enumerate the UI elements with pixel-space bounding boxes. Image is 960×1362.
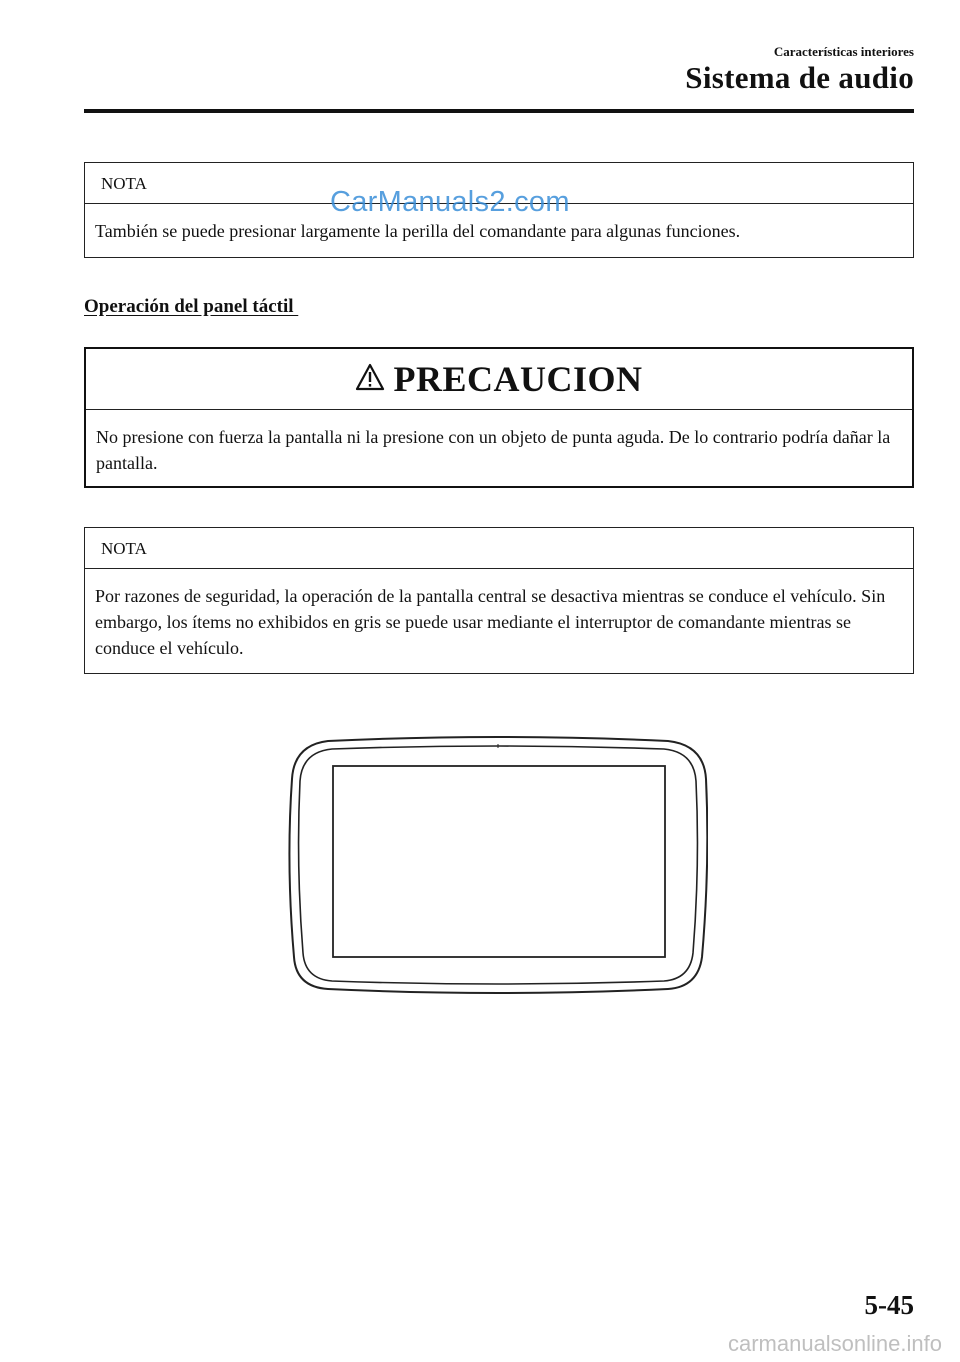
caution-title: PRECAUCION <box>393 359 643 399</box>
page-number: 5-45 <box>864 1290 914 1320</box>
caution-header <box>86 349 912 410</box>
section-heading: Operación del panel táctil <box>84 296 299 317</box>
note-label: NOTA <box>85 163 913 204</box>
caution-text: No presione con fuerza la pantalla ni la presione con un objeto de punta aguda. De lo contrario podría dañar la pantalla. <box>96 427 891 473</box>
note-box-2 <box>84 527 914 674</box>
page-title: Sistema de audio <box>685 60 914 95</box>
note-label: NOTA <box>85 528 913 569</box>
header-section-label: Características interiores <box>773 44 914 59</box>
header-divider <box>84 109 914 113</box>
warning-triangle-icon <box>355 363 385 396</box>
caution-box <box>84 347 914 488</box>
center-display-screen-icon <box>288 735 708 1000</box>
watermark-text: CarManuals2.com <box>330 186 570 218</box>
footer-watermark: carmanualsonline.info <box>727 1331 942 1356</box>
note-text: También se puede presionar largamente la perilla del comandante para algunas funciones. <box>95 221 741 241</box>
note-text: Por razones de seguridad, la operación de la pantalla central se desactiva mientras se conduce el vehículo. Sin embargo, los ítems no exhibidos en gris se puede usar mediante el interruptor de comandante mientras se conduce el vehículo. <box>95 586 886 658</box>
